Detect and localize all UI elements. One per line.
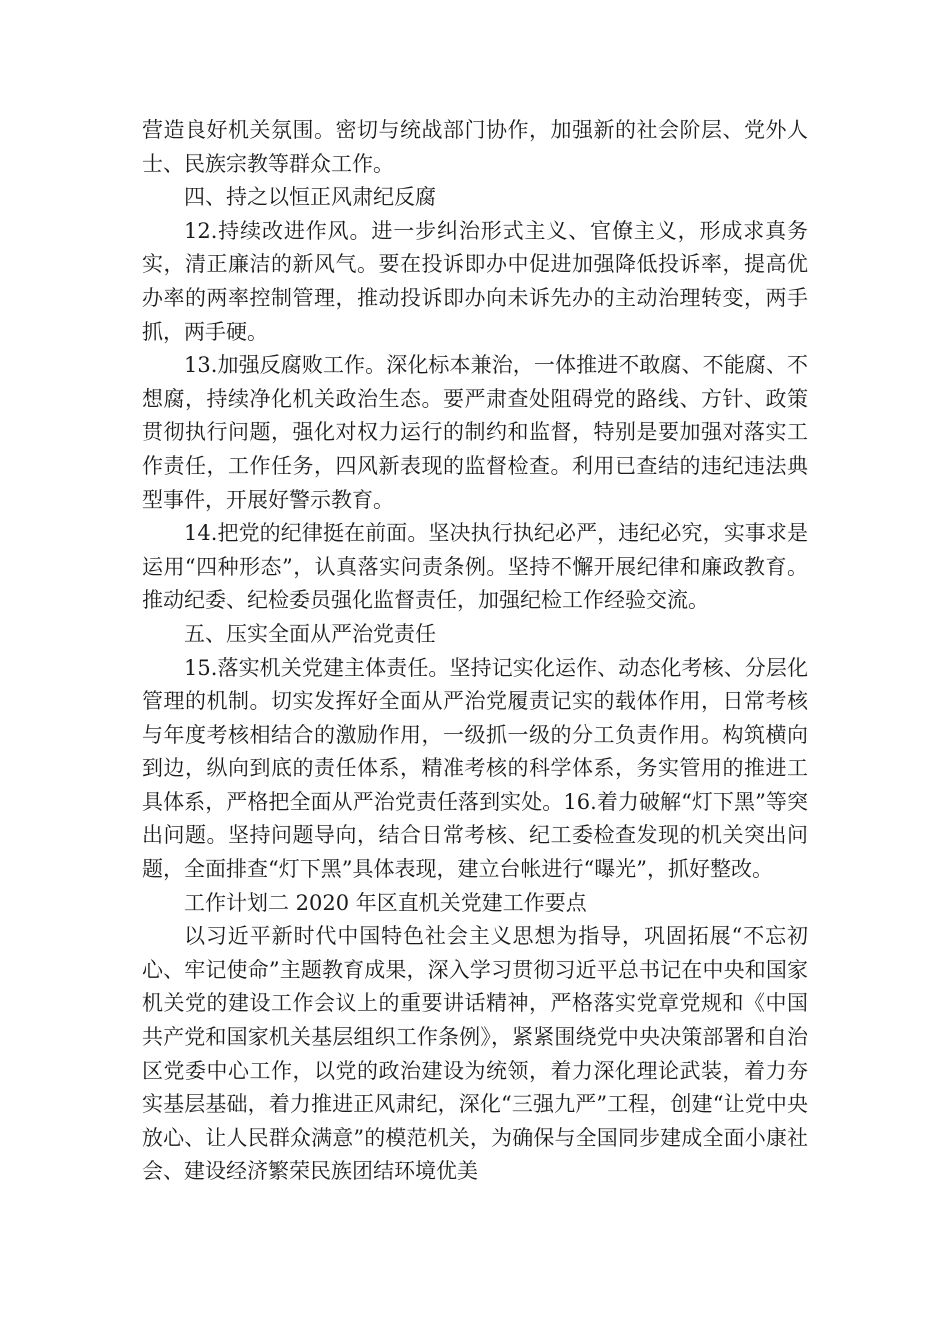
paragraph-continuation: 营造良好机关氛围。密切与统战部门协作，加强新的社会阶层、党外人士、民族宗教等群众工作。 [142,118,808,176]
paragraph-item-15-16: 15.落实机关党建主体责任。坚持记实化运作、动态化考核、分层化管理的机制。切实发挥好全面从严治党履责记实的载体作用，日常考核与年度考核相结合的激励作用，一级抓一级的分工负责作用。构筑横向到边，纵向到底的责任体系，精准考核的科学体系，务实管用的推进工具体系，严格把全面从严治党责任落到实处。16.着力破解“灯下黑”等突出问题。坚持问题导向，结合日常考核、纪工委检查发现的机关突出问题，全面排查“灯下黑”具体表现，建立台帐进行“曝光”，抓好整改。 [142,655,808,882]
paragraph-item-12: 12.持续改进作风。进一步纠治形式主义、官僚主义，形成求真务实，清正廉洁的新风气。要在投诉即办中促进加强降低投诉率，提高优办率的两率控制管理，推动投诉即办向未诉先办的主动治理转变，两手抓，两手硬。 [142,218,808,344]
document-page [142,114,808,1189]
plan-two-heading: 工作计划二 2020 年区直机关党建工作要点 [184,890,587,915]
paragraph-intro: 以习近平新时代中国特色社会主义思想为指导，巩固拓展“不忘初心、牢记使命”主题教育成果，深入学习贯彻习近平总书记在中央和国家机关党的建设工作会议上的重要讲话精神，严格落实党章党规和《中国共产党和国家机关基层组织工作条例》，紧紧围绕党中央决策部署和自治区党委中心工作，以党的政治建设为统领，着力深化理论武装，着力夯实基层基础，着力推进正风肃纪，深化“三强九严”工程，创建“让党中央放心、让人民群众满意”的模范机关，为确保与全国同步建成全面小康社会、建设经济繁荣民族团结环境优美 [142,924,808,1184]
paragraph-item-13: 13.加强反腐败工作。深化标本兼治，一体推进不敢腐、不能腐、不想腐，持续净化机关政治生态。要严肃查处阻碍党的路线、方针、政策贯彻执行问题，强化对权力运行的制约和监督，特别是要加强对落实工作责任，工作任务，四风新表现的监督检查。利用已查结的违纪违法典型事件，开展好警示教育。 [142,353,808,512]
paragraph-item-14: 14.把党的纪律挺在前面。坚决执行执纪必严，违纪必究，实事求是运用“四种形态”，认真落实问责条例。坚持不懈开展纪律和廉政教育。推动纪委、纪检委员强化监督责任，加强纪检工作经验交流。 [142,521,808,613]
section-heading-5: 五、压实全面从严治党责任 [184,621,436,646]
section-heading-4: 四、持之以恒正风肃纪反腐 [184,185,436,210]
